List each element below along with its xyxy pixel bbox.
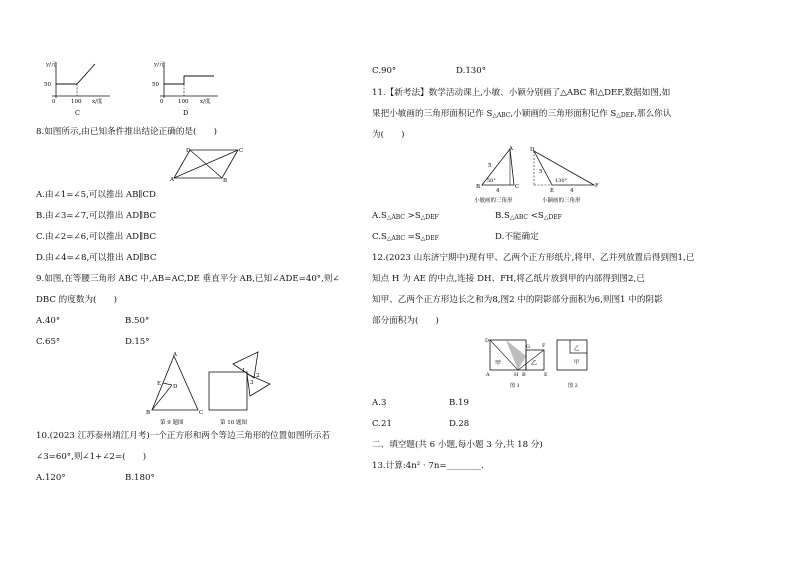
q10-stem-line1: 10.(2023 江苏泰州靖江月考)一个正方形和两个等边三角形的位置如图所示若 [36, 431, 331, 441]
q10-option-a[interactable]: A.120° [36, 473, 66, 483]
q11-f2-130: 130° [555, 178, 568, 184]
q8-option-a[interactable]: A.由∠1=∠5,可以推出 AB∥CD [36, 190, 156, 200]
q9-stem-line1: 9.如图,在等腰三角形 ABC 中,AB=AC,DE 垂直平分 AB,已知∠ADE=40°,则∠ [36, 274, 340, 284]
q11-f2-4: 4 [570, 188, 574, 194]
q11-f1-caption: 小敏画的三角形 [474, 198, 513, 204]
q11-f1-a: A [509, 146, 513, 152]
q9-label-e: E [157, 381, 162, 387]
q12-f1-caption: 图 1 [510, 383, 520, 389]
q8-option-d[interactable]: D.由∠4=∠8,可以推出 AD∥BC [36, 253, 157, 263]
graph-d-origin: 0 [160, 99, 164, 105]
q8-option-b[interactable]: B.由∠3=∠7,可以推出 AD∥BC [36, 211, 157, 221]
q9-label-b: B [146, 410, 151, 416]
q11-figure-2 [528, 145, 602, 205]
q9-figure [140, 350, 206, 426]
q11-f2-f: F [595, 183, 599, 189]
q11-option-d[interactable]: D.不能确定 [495, 232, 539, 242]
q11-f2-caption: 小颖画的三角形 [542, 198, 581, 204]
graph-c-caption: C [75, 109, 80, 117]
q9-label-c: C [199, 410, 204, 416]
q10-option-d[interactable]: D.130° [456, 66, 487, 76]
q12-figure-1 [484, 334, 552, 390]
q12-option-c[interactable]: C.21 [372, 419, 392, 429]
q11-stem-line2: 果把小敏画的三角形面积记作 S△ABC,小颖画的三角形面积记作 S△DEF,那么你认 [372, 109, 672, 119]
graph-d [148, 58, 223, 118]
q9-option-b[interactable]: B.50° [125, 316, 150, 326]
q13-stem: 13.计算:4n² · 7n=________. [372, 461, 484, 471]
section-fill-in-heading: 二、填空题(共 6 小题,每小题 3 分,共 18 分) [372, 440, 543, 450]
q10-stem-line2: ∠3=60°,则∠1+∠2=( ) [36, 452, 147, 462]
q12-option-a[interactable]: A.3 [372, 398, 387, 408]
q12-f1-e: E [544, 372, 548, 378]
q12-figure-2 [554, 334, 594, 390]
q12-f1-b: B [522, 372, 526, 378]
q9-label-a: A [173, 352, 177, 358]
q8-label-a: A [170, 177, 174, 183]
q11-f2-5: 5 [539, 169, 543, 175]
graph-c-origin: 0 [52, 99, 56, 105]
q9-stem-line2: DBC 的度数为( ) [36, 295, 117, 305]
q11-f2-e: E [550, 188, 555, 194]
q12-f2-caption: 图 2 [568, 383, 578, 389]
q11-stem-line1: 11.【新考法】数学活动课上,小敏、小颖分别画了△ABC 和△DEF,数据如图,如 [372, 88, 671, 98]
q9-option-a[interactable]: A.40° [36, 316, 61, 326]
graph-c-xlabel: x/度 [92, 99, 103, 105]
q12-f2-jia: 甲 [574, 360, 580, 366]
q10-label-3: 3 [250, 380, 254, 386]
q8-label-d: D [186, 148, 191, 154]
q8-stem: 8.如图所示,由已知条件推出结论正确的是( ) [36, 127, 217, 137]
graph-c-50: 50 [44, 82, 51, 88]
q12-option-b[interactable]: B.19 [449, 398, 469, 408]
graph-c-ylabel: y/元 [46, 62, 57, 68]
q12-f1-f: F [542, 343, 546, 349]
q12-stem-line2: 知点 H 为 AE 的中点,连接 DH、FH,将乙纸片放到甲的内部得到图2,已 [372, 274, 645, 284]
q12-stem-line4: 部分面积为( ) [372, 316, 439, 326]
q10-label-2: 2 [256, 373, 260, 379]
q12-f1-h: H [514, 372, 519, 378]
q12-f1-a: A [486, 372, 490, 378]
q11-f1-b: B [476, 184, 481, 190]
q11-f1-c: C [515, 184, 520, 190]
q11-figure-1 [474, 145, 532, 205]
q11-option-c[interactable]: C.S△ABC =S△DEF [372, 232, 439, 242]
q12-f1-g: G [526, 344, 530, 350]
q9-caption: 第 9 题图 [160, 420, 184, 426]
q9-option-d[interactable]: D.15° [125, 337, 150, 347]
q10-option-b[interactable]: B.180° [125, 473, 155, 483]
graph-d-ylabel: y/元 [154, 62, 165, 68]
q10-figure [206, 350, 276, 426]
q12-option-d[interactable]: D.28 [449, 419, 470, 429]
q12-f2-yi: 乙 [574, 346, 580, 352]
graph-d-xlabel: x/度 [200, 99, 211, 105]
q8-option-c[interactable]: C.由∠2=∠6,可以推出 AD∥BC [36, 232, 157, 242]
q10-label-1: 1 [242, 368, 246, 374]
q11-f2-d: D [530, 147, 535, 153]
graph-c-100: 100 [71, 99, 82, 105]
q10-option-c[interactable]: C.90° [372, 66, 397, 76]
q12-f1-d: D [485, 338, 490, 344]
graph-d-50: 50 [152, 82, 159, 88]
graph-d-100: 100 [178, 99, 189, 105]
q12-stem-line1: 12.(2023 山东济宁期中)现有甲、乙两个正方形纸片,将甲、乙并列放置后得到图1,已 [372, 253, 695, 263]
graph-c [40, 58, 115, 118]
q11-stem-line3: 为( ) [372, 130, 405, 140]
q8-label-c: C [239, 148, 244, 154]
graph-d-caption: D [183, 109, 189, 117]
q12-f1-yi: 乙 [531, 360, 538, 367]
q11-f1-5: 5 [488, 163, 492, 169]
q11-option-a[interactable]: A.S△ABC >S△DEF [372, 211, 439, 221]
q12-stem-line3: 知甲、乙两个正方形边长之和为8,图2 中的阴影部分面积为6,则图1 中的阴影 [372, 295, 663, 305]
q8-figure [170, 146, 242, 182]
q9-option-c[interactable]: C.65° [36, 337, 61, 347]
q11-option-b[interactable]: B.S△ABC <S△DEF [495, 211, 562, 221]
q11-f1-4: 4 [496, 188, 500, 194]
q9-label-d: D [173, 384, 178, 390]
q11-f1-50: 50° [487, 178, 496, 184]
q8-label-b: B [223, 178, 228, 184]
q10-caption: 第 10 题图 [220, 420, 247, 426]
q12-f1-jia: 甲 [495, 360, 502, 367]
